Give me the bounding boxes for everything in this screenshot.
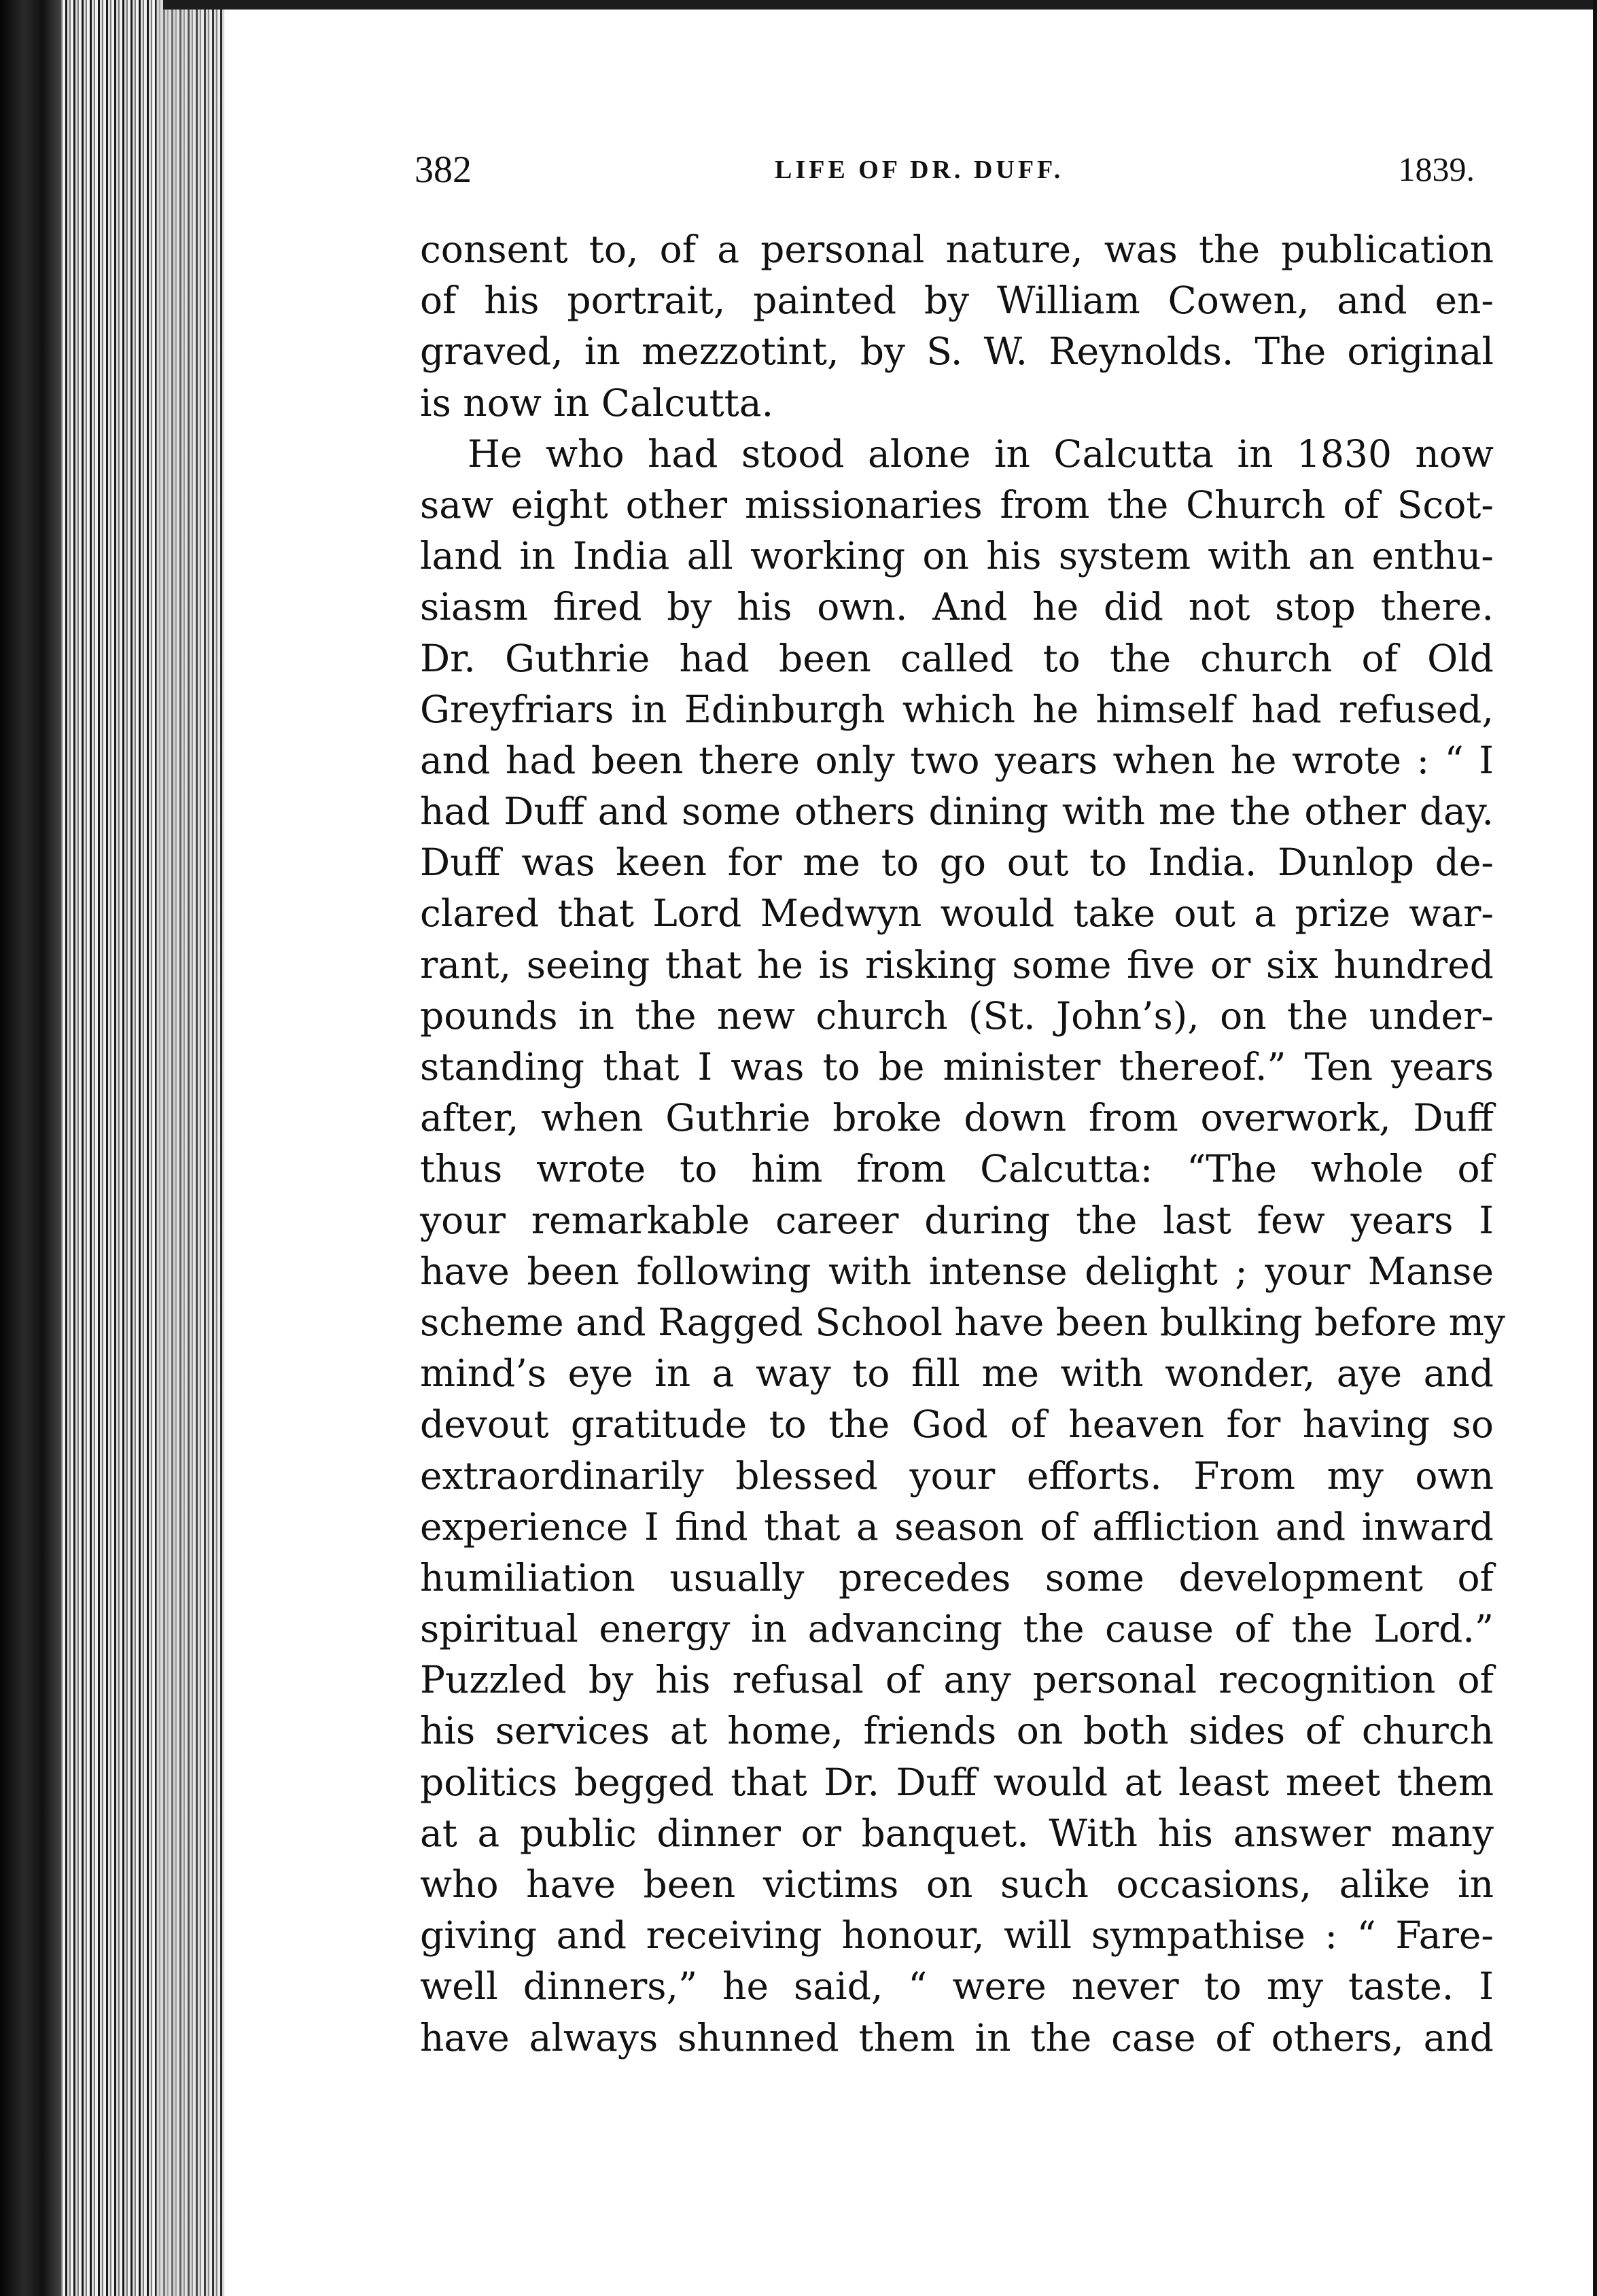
text-line: have been following with intense delight ; your Manse bbox=[420, 1249, 1494, 1293]
text-line: standing that I was to be minister thereof.” Ten years bbox=[420, 1045, 1494, 1089]
running-header bbox=[415, 143, 1475, 204]
running-title: LIFE OF DR. DUFF. bbox=[775, 156, 1064, 184]
text-line: clared that Lord Medwyn would take out a prize war- bbox=[420, 891, 1494, 936]
text-line: mind’s eye in a way to fill me with wonder, aye and bbox=[420, 1352, 1494, 1396]
right-page-edge bbox=[1593, 0, 1597, 2296]
text-line: Greyfriars in Edinburgh which he himself had refused, bbox=[420, 687, 1494, 731]
page-number: 382 bbox=[415, 149, 472, 191]
text-line: pounds in the new church (St. John’s), on the under- bbox=[420, 993, 1494, 1038]
text-line: humiliation usually precedes some development of bbox=[420, 1555, 1494, 1600]
text-line: devout gratitude to the God of heaven for having so bbox=[420, 1402, 1494, 1447]
text-line: of his portrait, painted by William Cowen, and en- bbox=[420, 279, 1494, 323]
text-line: his services at home, friends on both sides of church bbox=[420, 1709, 1494, 1753]
text-line: Dr. Guthrie had been called to the church of Old bbox=[420, 636, 1494, 680]
text-line: Puzzled by his refusal of any personal recognition of bbox=[420, 1658, 1494, 1702]
text-line: had Duff and some others dining with me the other day. bbox=[420, 790, 1494, 834]
text-line: have always shunned them in the case of others, and bbox=[420, 2015, 1494, 2060]
text-line: after, when Guthrie broke down from overwork, Duff bbox=[420, 1096, 1494, 1140]
text-line: spiritual energy in advancing the cause of the Lord.” bbox=[420, 1607, 1494, 1651]
body-text bbox=[420, 224, 1505, 2064]
text-line: graved, in mezzotint, by S. W. Reynolds. The original bbox=[420, 330, 1494, 374]
text-line: politics begged that Dr. Duff would at least meet them bbox=[420, 1760, 1494, 1804]
text-line: experience I find that a season of affliction and inward bbox=[420, 1504, 1494, 1549]
text-line: rant, seeing that he is risking some five or six hundred bbox=[420, 942, 1494, 987]
text-line: extraordinarily blessed your efforts. From my own bbox=[420, 1453, 1494, 1498]
text-line: well dinners,” he said, “ were never to my taste. I bbox=[420, 1964, 1494, 2009]
text-line: who have been victims on such occasions, alike in bbox=[420, 1862, 1494, 1906]
text-line: siasm fired by his own. And he did not stop there. bbox=[420, 585, 1494, 629]
text-line: thus wrote to him from Calcutta: “The whole of bbox=[420, 1147, 1494, 1191]
text-line: your remarkable career during the last few years I bbox=[420, 1198, 1494, 1242]
text-line: scheme and Ragged School have been bulking before my bbox=[420, 1300, 1505, 1344]
text-line: He who had stood alone in Calcutta in 1830 now bbox=[468, 431, 1494, 476]
text-line: giving and receiving honour, will sympathise : “ Fare- bbox=[420, 1913, 1494, 1958]
top-page-edge bbox=[163, 0, 1597, 10]
header-year: 1839. bbox=[1398, 150, 1475, 188]
text-line: consent to, of a personal nature, was the publication bbox=[420, 228, 1494, 271]
gutter-fade bbox=[156, 0, 231, 2296]
text-line: land in India all working on his system with an enthu- bbox=[420, 534, 1494, 578]
book-spine-shadow bbox=[0, 0, 61, 2296]
text-line: at a public dinner or banquet. With his answer many bbox=[420, 1811, 1494, 1855]
text-line: saw eight other missionaries from the Church of Scot- bbox=[420, 482, 1494, 527]
text-line: is now in Calcutta. bbox=[420, 381, 774, 425]
text-line: and had been there only two years when he wrote : “ I bbox=[420, 738, 1494, 782]
text-line: Duff was keen for me to go out to India. Dunlop de- bbox=[420, 841, 1494, 885]
